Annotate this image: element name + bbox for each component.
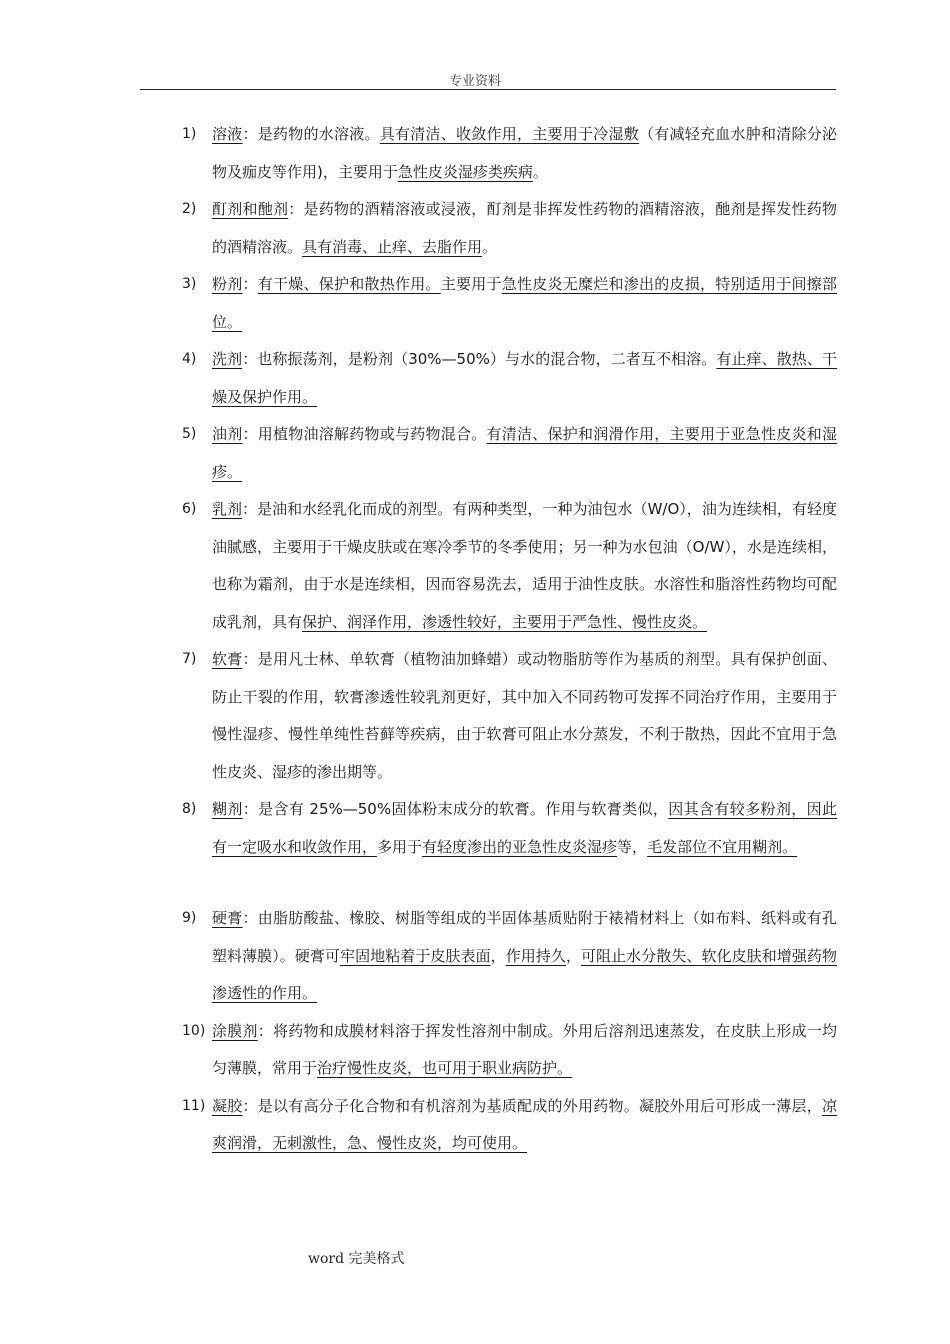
item-term: 溶液 [212,125,243,143]
item-text-part: （有减轻充血水肿和清除分泌物及痂皮等作用)，主要用于 [212,125,837,181]
item-text [212,1088,837,1163]
item-term: 硬膏 [212,909,243,927]
item-term: 涂膜剂 [212,1021,258,1040]
item-text-part: ：是油和水经乳化而成的剂型。有两种类型，一种为油包水（W/O），油为连续相，有轻度油腻感，主要用于干燥皮肤或在寒冷季节的冬季使用；另一种为水包油（O/W），水是连续相，也称为霜剂，由于水是连续相，因而容易洗去，适用于油性皮肤。水溶性和脂溶性药物均可配成乳剂，具有 [212,500,837,631]
list-item [182,491,837,641]
item-emphasis: 有轻度渗出的亚急性皮炎湿疹 [422,837,618,856]
list-item [182,791,837,866]
item-text [212,491,837,641]
document-body [182,116,837,1163]
item-number: 5) [182,426,197,442]
list-item [182,341,837,416]
item-text [212,900,837,1013]
item-term: 酊剂和酏剂 [212,200,289,218]
item-text [212,266,837,341]
item-number: 6) [182,501,197,517]
list-item [182,116,837,191]
list-item [182,1088,837,1163]
item-term: 洗剂 [212,350,243,368]
page-footer: word 完美格式 [308,1251,405,1267]
item-emphasis: 凉爽润滑，无刺激性，急、慢性皮炎，均可使用。 [212,1096,837,1152]
item-text-part: ：是以有高分子化合物和有机溶剂为基质配成的外用药物。凝胶外用后可形成一薄层， [242,1096,822,1115]
item-text-part: 多用于 [377,837,423,856]
item-emphasis: 具有消毒、止痒、去脂作用 [302,237,483,256]
item-number: 3) [182,276,197,292]
item-text [212,1013,837,1088]
item-emphasis: 牢固地粘着于皮肤表面 [340,946,491,965]
item-number: 2) [182,201,197,217]
item-text-part: ：将药物和成膜材料溶于挥发性溶剂中制成。外用后溶剂迅速蒸发，在皮肤上形成一均匀薄膜，常用于 [212,1021,837,1077]
item-term: 油剂 [212,425,243,443]
item-text-part: ：用植物油溶解药物或与药物混合。 [242,425,487,443]
item-text [212,341,837,416]
item-number: 7) [182,651,197,667]
item-text-part: 主要用于 [440,275,502,293]
item-text-part: ， [565,946,581,965]
item-text-part: ：也称振荡剂，是粉剂（30%—50%）与水的混合物，二者互不相溶。 [242,350,717,368]
page-header: 专业资料 [448,74,501,89]
item-text-part: ：由脂肪酸盐、橡胶、树脂等组成的半固体基质贴附于裱褙材料上（如布料、纸料或有孔塑料薄膜）。硬膏可 [212,909,837,965]
item-emphasis: 有干燥、保护和散热作用。 [257,275,441,293]
item-text [212,641,837,791]
list-item [182,416,837,491]
item-text [212,116,837,191]
list-item [182,900,837,1013]
item-term: 糊剂 [212,800,243,818]
item-emphasis: 治疗慢性皮炎，也可用于职业病防护。 [317,1059,573,1077]
header-rule [140,89,836,90]
item-text-part: ：是药物的酒精溶液或浸液，酊剂是非挥发性药物的酒精溶液，酏剂是挥发性药物的酒精溶液。 [212,200,837,256]
item-text [212,416,837,491]
item-emphasis: 有止痒、散热、干燥及保护作用。 [212,350,837,406]
item-emphasis: 具有清洁、收敛作用，主要用于冷湿敷 [379,125,639,143]
item-number: 11) [182,1097,206,1114]
item-number: 4) [182,351,197,367]
item-emphasis: 因其含有较多粉剂，因此有一定吸水和收敛作用， [212,800,837,856]
list-item [182,1013,837,1088]
item-emphasis: 急性皮炎湿疹类疾病 [397,162,533,181]
item-text-part: ： [242,275,258,293]
item-term: 凝胶 [212,1096,243,1115]
item-term: 软膏 [212,650,243,668]
item-number: 8) [182,801,197,817]
item-term: 乳剂 [212,500,243,518]
item-text [212,191,837,266]
list-item [182,266,837,341]
section-gap [182,866,837,900]
item-text-part: ：是含有 25%—50%固体粉末成分的软膏。作用与软膏类似， [242,800,669,818]
item-term: 粉剂 [212,275,243,293]
item-number: 1) [182,126,197,142]
item-number: 10) [182,1022,206,1039]
item-number: 9) [182,910,197,926]
item-text-part: ：是药物的水溶液。 [242,125,380,143]
item-emphasis: 毛发部位不宜用糊剂。 [647,837,798,856]
item-emphasis: 急性皮炎无糜烂和渗出的皮损，特别适用于间擦部位。 [212,275,837,331]
item-text-part: 等， [617,837,648,856]
item-text-part: ：是用凡士林、单软膏（植物油加蜂蜡）或动物脂肪等作为基质的剂型。具有保护创面、防止干裂的作用，软膏渗透性较乳剂更好，其中加入不同药物可发挥不同治疗作用，主要用于慢性湿疹、慢性单纯性苔藓等疾病，由于软膏可阻止水分蒸发，不利于散热，因此不宜用于急性皮炎、湿疹的渗出期等。 [212,650,837,781]
item-emphasis: 作用持久 [505,946,566,965]
list-item [182,191,837,266]
item-emphasis: 有清洁、保护和润滑作用，主要用于亚急性皮炎和湿疹。 [212,425,837,481]
item-emphasis: 可阻止水分散失、软化皮肤和增强药物渗透性的作用。 [212,946,837,1002]
list-item [182,641,837,791]
item-text [212,791,837,866]
item-emphasis: 保护、润泽作用，渗透性较好，主要用于严急性、慢性皮炎。 [302,612,708,631]
item-text-part: ， [490,946,506,965]
item-text-part: 。 [532,162,548,181]
item-text-part: 。 [482,237,498,256]
